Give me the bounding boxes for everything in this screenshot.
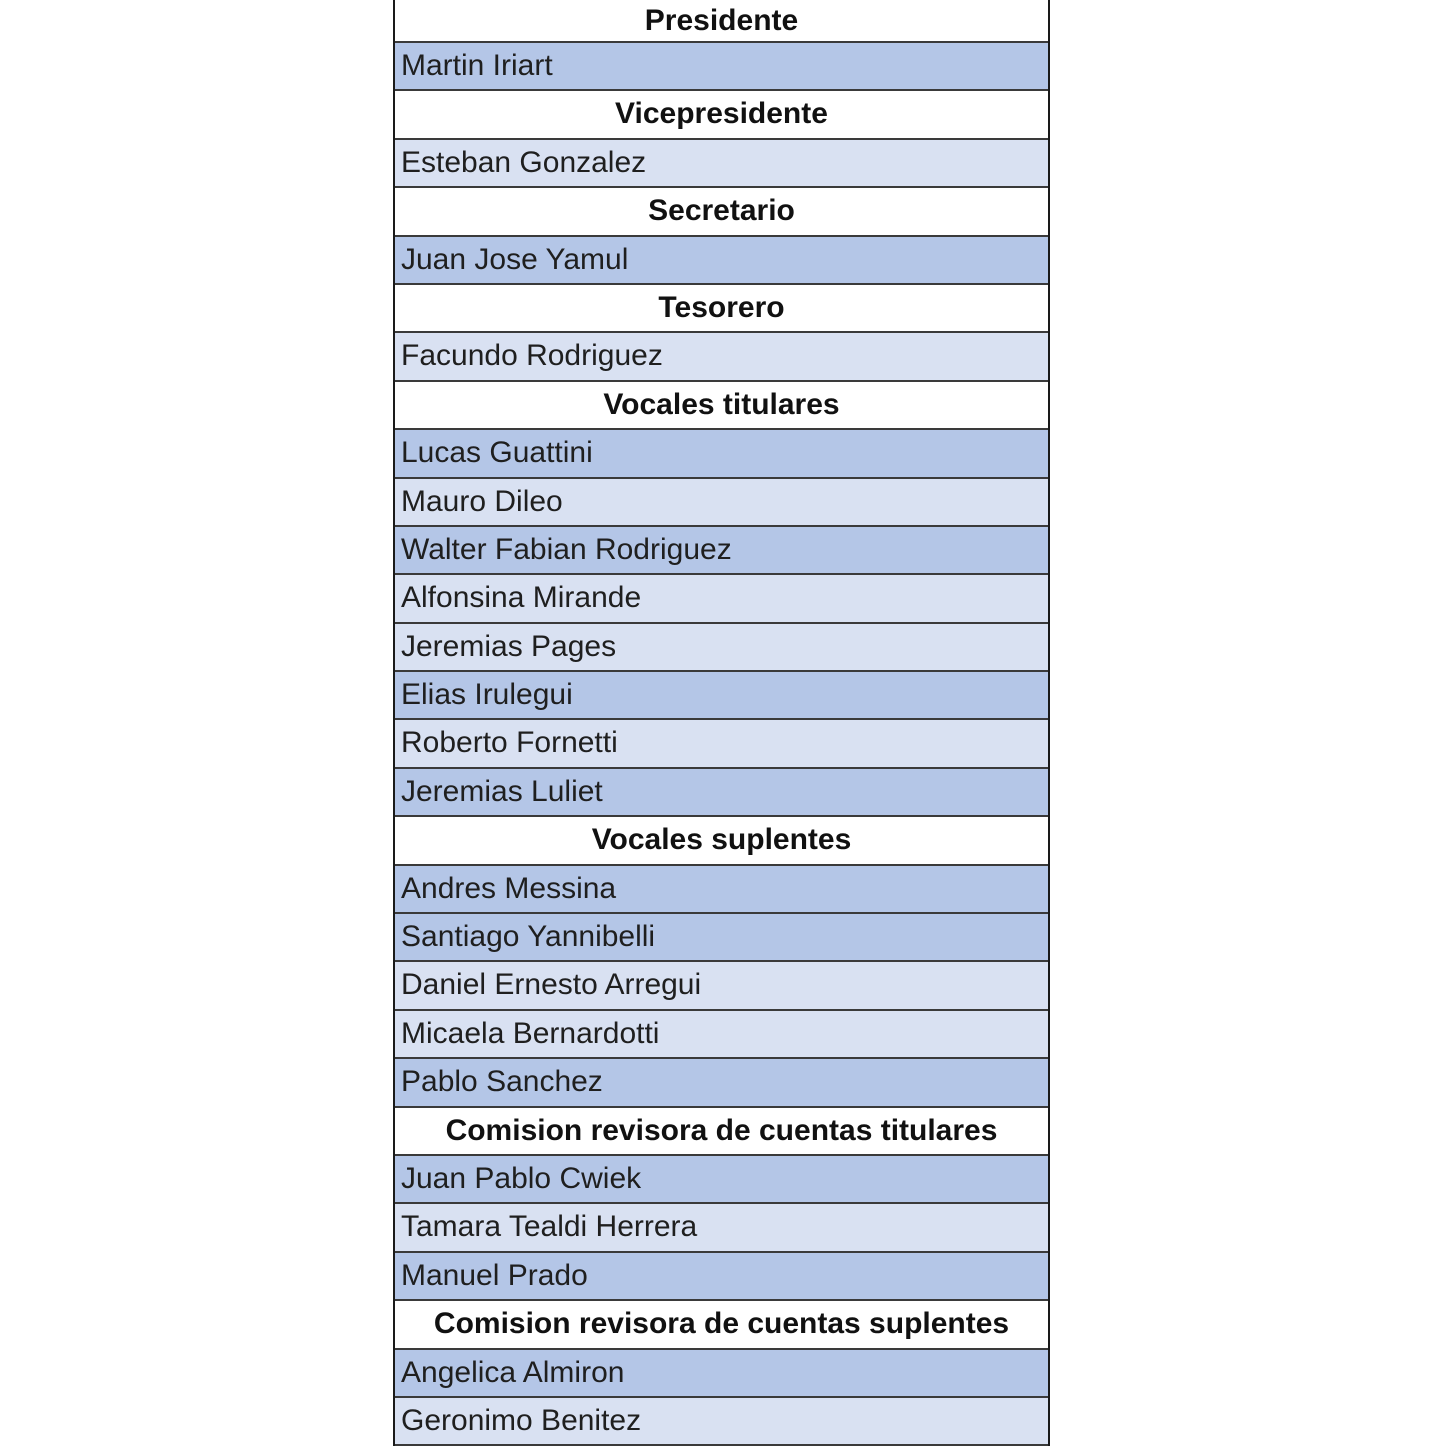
- spreadsheet-table: [393, 0, 1050, 1446]
- name-cell[interactable]: Angelica Almiron: [395, 1350, 1048, 1398]
- name-cell[interactable]: Lucas Guattini: [395, 430, 1048, 478]
- section-header-cell[interactable]: Vocales suplentes: [395, 817, 1048, 865]
- name-cell[interactable]: Facundo Rodriguez: [395, 333, 1048, 381]
- name-cell[interactable]: Walter Fabian Rodriguez: [395, 527, 1048, 575]
- section-header-cell[interactable]: Tesorero: [395, 285, 1048, 333]
- name-cell[interactable]: Alfonsina Mirande: [395, 575, 1048, 623]
- section-header-cell[interactable]: Secretario: [395, 188, 1048, 236]
- section-header-cell[interactable]: Vicepresidente: [395, 91, 1048, 139]
- name-cell[interactable]: Jeremias Luliet: [395, 769, 1048, 817]
- name-cell[interactable]: Jeremias Pages: [395, 624, 1048, 672]
- section-header-cell[interactable]: Comision revisora de cuentas titulares: [395, 1108, 1048, 1156]
- name-cell[interactable]: Daniel Ernesto Arregui: [395, 962, 1048, 1010]
- name-cell[interactable]: Andres Messina: [395, 866, 1048, 914]
- name-cell[interactable]: Juan Pablo Cwiek: [395, 1156, 1048, 1204]
- name-cell[interactable]: Juan Jose Yamul: [395, 237, 1048, 285]
- section-header-cell[interactable]: Presidente: [395, 0, 1048, 43]
- name-cell[interactable]: Micaela Bernardotti: [395, 1011, 1048, 1059]
- name-cell[interactable]: Roberto Fornetti: [395, 720, 1048, 768]
- name-cell[interactable]: Martin Iriart: [395, 43, 1048, 91]
- name-cell[interactable]: Mauro Dileo: [395, 479, 1048, 527]
- section-header-cell[interactable]: Vocales titulares: [395, 382, 1048, 430]
- name-cell[interactable]: Pablo Sanchez: [395, 1059, 1048, 1107]
- name-cell[interactable]: Manuel Prado: [395, 1253, 1048, 1301]
- name-cell[interactable]: Geronimo Benitez: [395, 1398, 1048, 1446]
- name-cell[interactable]: Esteban Gonzalez: [395, 140, 1048, 188]
- name-cell[interactable]: Tamara Tealdi Herrera: [395, 1204, 1048, 1252]
- name-cell[interactable]: Elias Irulegui: [395, 672, 1048, 720]
- name-cell[interactable]: Santiago Yannibelli: [395, 914, 1048, 962]
- section-header-cell[interactable]: Comision revisora de cuentas suplentes: [395, 1301, 1048, 1349]
